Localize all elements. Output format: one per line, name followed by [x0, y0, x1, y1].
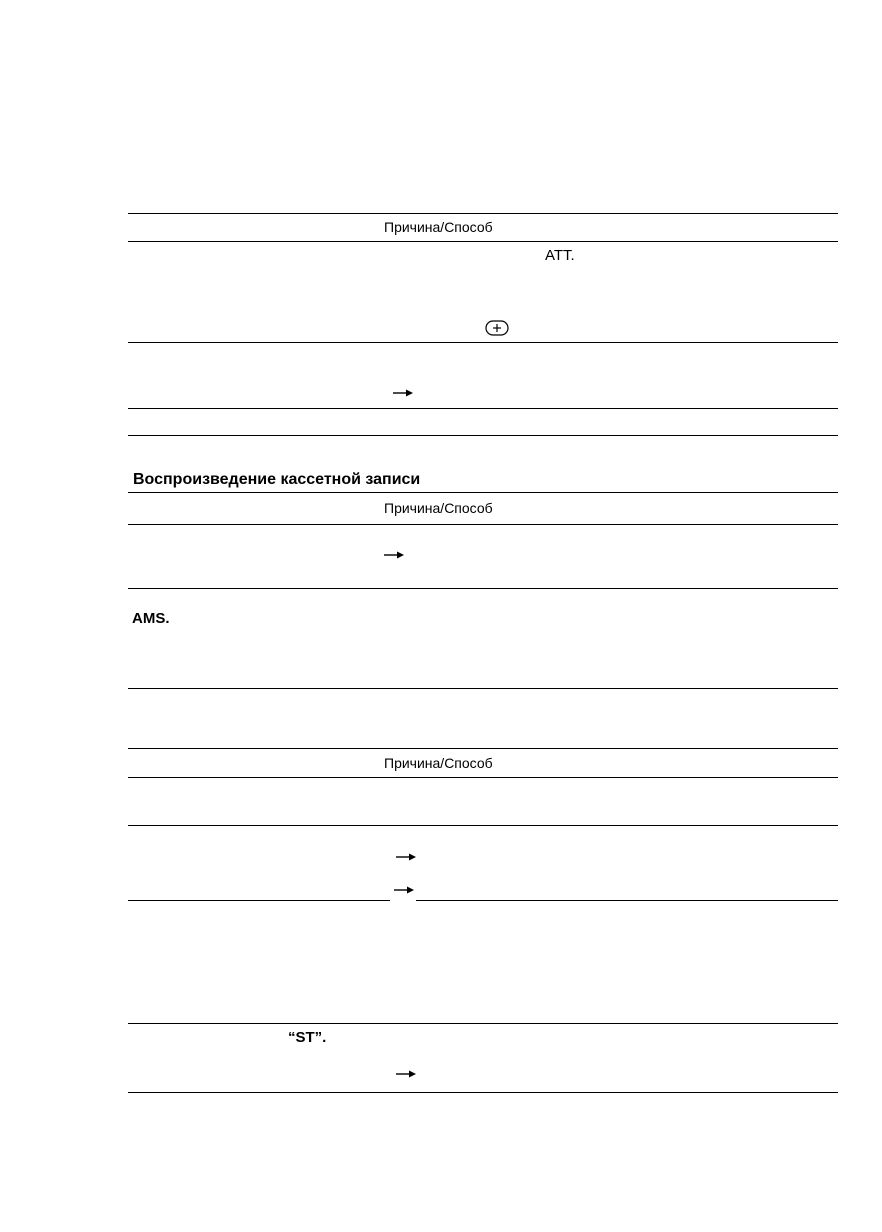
table3-row-rule-1 [128, 825, 838, 826]
table3-header-cause: Причина/Способ [384, 755, 493, 771]
table3-row-rule-3 [128, 1023, 838, 1024]
table3-header-rule [128, 777, 838, 778]
right-arrow-icon [395, 1069, 417, 1079]
st-label: “ST”. [288, 1029, 327, 1046]
table2-row-rule-1 [128, 588, 838, 589]
table3-row-rule-2 [128, 900, 838, 901]
table2-bottom-rule [128, 688, 838, 689]
table3-top-rule [128, 748, 838, 749]
section-title-cassette: Воспроизведение кассетной записи [133, 471, 421, 488]
table1-row-rule-2 [128, 408, 838, 409]
right-arrow-icon [395, 852, 417, 862]
att-label: ATT. [545, 247, 575, 264]
table1-bottom-rule [128, 435, 838, 436]
table3-bottom-rule [128, 1092, 838, 1093]
table2-header-rule [128, 524, 838, 525]
right-arrow-icon [392, 388, 414, 398]
circled-plus-icon [485, 320, 509, 336]
table1-header-cause: Причина/Способ [384, 219, 493, 235]
ams-label: AMS. [132, 610, 170, 627]
table2-top-rule [128, 492, 838, 493]
table1-row-rule-1 [128, 342, 838, 343]
table1-top-rule [128, 213, 838, 214]
right-arrow-icon [393, 885, 415, 895]
table1-header-rule [128, 241, 838, 242]
table2-header-cause: Причина/Способ [384, 500, 493, 516]
right-arrow-icon [383, 550, 405, 560]
rule-gap [390, 896, 416, 904]
